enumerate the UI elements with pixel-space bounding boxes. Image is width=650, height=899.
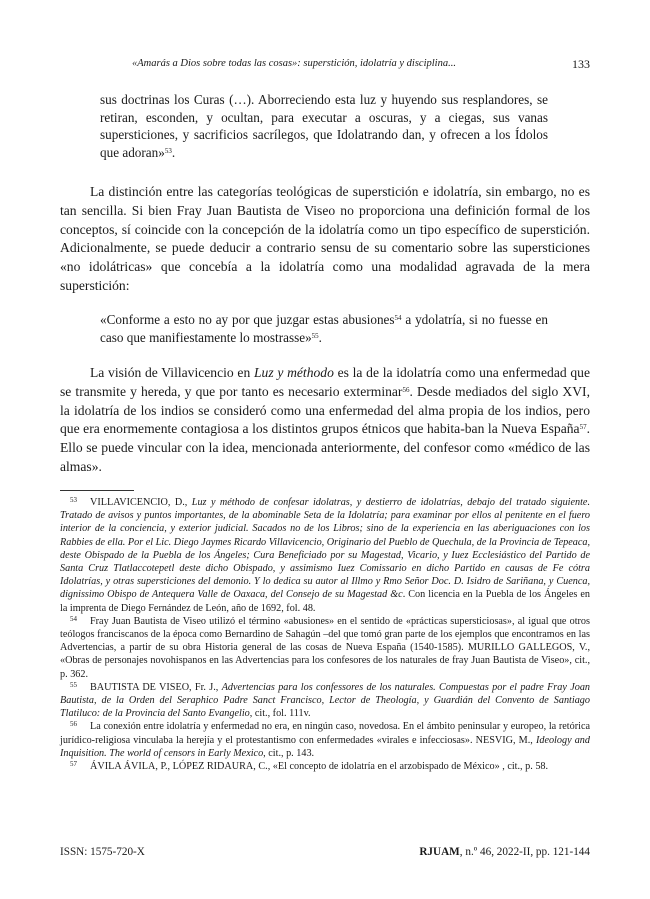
footnote-italic: Ideology and Inquisition. The world of censors in Early Mexico [60, 734, 590, 759]
paragraph-1 [60, 183, 590, 296]
quote-text: sus doctrinas los Curas (…). Aborreciendo esta luz y huyendo sus resplandores, se retiran, esconden, y ocultan, para executar a oscuras, y a ciegas, sus vanas supersticiones, y sacrificios sacrílegos, que Idolatrando dan, y ofrecen a los Ídolos que adoran» [100, 92, 548, 160]
footnotes [60, 496, 590, 773]
footnote-italic: Luz y méthodo de confesar idolatras, y destierro de idolatrías, debajo del tratado siguiente. Tratado de avisos y puntos importantes, de la abominable Seta de la Idolatría; para examinar por ellos al penitente en el fuero interior de la conciencia, y exterior judicial. Sacados no de los Libros; sino de la experiencia en las aberiguaciones con los Rabbies de ella. Por el Lic. Diego Jaymes Ricardo Villavicencio, Originario del Pueblo de Quechula, de la Provincia de Tepeaca, deste Obispado de la Puebla de los Ángeles; Cura Beneficiado por su Magestad, Vicario, y Iuez Ecclesiástico del Partido de Santa Cruz Tlatlaccotepetl deste dicho Obispado, y assimismo Iuez Comissario en dicho Partido en causas de Fe cótra Idolatrías, y otras supersticiones del demonio. Y lo dedica su autor al Illmo y Rmo Señor Doc. D. Isidro de Sariñana, y Cuenca, dignissimo Obispo de Antequera Valle de Oaxaca, del Consejo de su Magestad &c [60, 497, 591, 601]
footnote: 54 Fray Juan Bautista de Viseo utilizó el término «abusiones» en el sentido de «prácticas supersticiosas», al igual que otros teólogos franciscanos de la época como Bernardino de Sahagún –del que tomó gran parte de los ejemplos que encontramos en las Advertencias, a partir de su obra Historia general de las cosas de Nueva España (1540-1585). MURILLO GALLEGOS, V., «Obras de personajes novohispanos en las Advertencias para los confesores de los naturales de fray Juan Bautista de Viseo», cit., p. 362. [60, 614, 590, 680]
journal-issue: , n.º 46, 2022-II, pp. 121-144 [459, 846, 590, 858]
footnote-text: . Con licencia en la Puebla de los Ángeles en la imprenta de Diego Fernández de León, año de 1692, fol. 48. [60, 589, 590, 614]
footnote-text: , cit., p. 143. [263, 747, 315, 759]
footnote-text: La conexión entre idolatría y enfermedad no era, en ningún caso, novedosa. En el ámbito peninsular y europeo, la retórica jurídico-religiosa vinculaba la herejía y el protestantismo con enfermedades «virales e infecciosas». NESVIG, M., [60, 721, 590, 746]
paragraph-text: es la de la idolatría como una enfermedad que se transmite y hereda, y que por tanto es necesario exterminar [60, 365, 591, 399]
paragraph-text: . Desde mediados del siglo XVI, la idolatría de los indios se consideró como una enfermedad del alma propia de los indios, pero que era enormemente contagiosa a los distintos grupos étnicos que habita-ban la Nueva España [60, 383, 590, 437]
paragraph-2 [60, 364, 590, 477]
block-quote-2 [100, 311, 548, 346]
quote-end: . [318, 329, 322, 345]
journal-name: RJUAM [419, 846, 460, 858]
footnote-ref[interactable]: 54 [394, 314, 402, 322]
footnote-text: , cit., fol. 111v. [249, 708, 311, 720]
running-header [60, 58, 590, 74]
quote-text: «Conforme a esto no ay por que juzgar estas abusiones [100, 312, 395, 327]
footnote-text: Fray Juan Bautista de Viseo utilizó el término «abusiones» en el sentido de «prácticas supersticiosas», al igual que otros teólogos franciscanos de la época como Bernardino de Sahagún –del que tomó gran parte de los ejemplos que encontramos en las Advertencias, a partir de su obra Historia general de las cosas de Nueva España (1540-1585). MURILLO GALLEGOS, V., «Obras de personajes novohispanos en las Advertencias para los confesores de los naturales de fray Juan Bautista de Viseo», cit., p. 362. [60, 615, 590, 680]
footnote-ref[interactable]: 55 [311, 331, 319, 340]
journal-citation [419, 846, 590, 858]
footnote-text: ÁVILA ÁVILA, P., LÓPEZ RIDAURA, C., «El concepto de idolatría en el arzobispado de México» , cit., p. 58. [90, 761, 549, 773]
footnote-ref[interactable]: 53 [164, 146, 172, 155]
footnote: 55 BAUTISTA DE VISEO, Fr. J., Advertencias para los confessores de los naturales. Compuestas por el padre Fray Joan Bautista, de la Orden del Seraphico Padre Sanct Francisco, Lector de Theología, y Guardián del Convento de Santiago Tlatiluco: de la Provincia del Santo Evangelio, cit., fol. 111v. [60, 680, 591, 720]
issn: ISSN: 1575-720-X [60, 846, 145, 858]
footnote-ref[interactable]: 57 [579, 423, 587, 432]
footnote-italic: Advertencias para los confessores de los naturales. Compuestas por el padre Fray Joan Bautista, de la Orden del Seraphico Padre Sanct Francisco, Lector de Theología, y Guardián del Convento de Santiago Tlatiluco: de la Provincia del Santo Evangelio [60, 681, 591, 720]
paragraph-text: La distinción entre las categorías teológicas de superstición e idolatría, sin embargo, no es tan sencilla. Si bien Fray Juan Bautista de Viseo no proporciona una definición formal de los conceptos, sí coincide con la concepción de la idolatría como un tipo específico de superstición. Adicionalmente, se puede deducir a contrario sensu de su comentario sobre las supersticiones «no idolátricas» que concebía a la idolatría como una modalidad agravada de la mera superstición: [60, 184, 590, 293]
footnote-text: BAUTISTA DE VISEO, Fr. J., [90, 681, 222, 693]
footnote: 53 VILLAVICENCIO, D., Luz y méthodo de confesar idolatras, y destierro de idolatrías, debajo del tratado siguiente. Tratado de avisos y puntos importantes, de la abominable Seta de la Idolatría; para examinar por ellos al penitente en el fuero interior de la conciencia, y exterior judicial. Sacados no de los Libros; sino de la experiencia en las aberiguaciones con los Rabbies de ella. Por el Lic. Diego Jaymes Ricardo Villavicencio, Originario del Pueblo de Quechula, de la Provincia de Tepeaca, deste Obispado de la Puebla de los Ángeles; Cura Beneficiado por su Magestad, Vicario, y Iuez Ecclesiástico del Partido de Santa Cruz Tlatlaccotepetl deste dicho Obispado, y assimismo Iuez Comissario en dicho Partido en causas de Fe cótra Idolatrías, y otras supersticiones del demonio. Y lo dedica su autor al Illmo y Rmo Señor Doc. D. Isidro de Sariñana, y Cuenca, dignissimo Obispo de Antequera Valle de Oaxaca, del Consejo de su Magestad &c. Con licencia en la Puebla de los Ángeles en la imprenta de Diego Fernández de León, año de 1692, fol. 48. [60, 496, 591, 614]
footnote-ref[interactable]: 56 [402, 385, 410, 394]
block-quote-1: sus doctrinas los Curas (…). Aborreciendo esta luz y huyendo sus resplandores, se retiran, esconden, y ocultan, para executar a oscuras, y a ciegas, sus vanas supersticiones, y sacrificios sacrílegos, que Idolatrando dan, y ofrecen a los Ídolos que adoran»$^{53}$. [100, 92, 548, 160]
paragraph-text: . Ello se puede vincular con la idea, mencionada anteriormente, del confesor como «médico de las almas». [60, 421, 590, 474]
footnote-text: VILLAVICENCIO, D., [90, 497, 192, 508]
running-title: «Amarás a Dios sobre todas las cosas»: superstición, idolatría y disciplina... [132, 58, 456, 69]
paragraph-text: La visión de Villavicencio en [90, 365, 254, 380]
footnote-divider [60, 490, 134, 491]
quote-text: a ydolatría, si no fuesse en caso que manifiestamente lo mostrasse» [100, 312, 548, 345]
book-title: Luz y méthodo [253, 365, 334, 380]
footnote: 57 ÁVILA ÁVILA, P., LÓPEZ RIDAURA, C., «El concepto de idolatría en el arzobispado de México» , cit., p. 58. [70, 760, 549, 773]
page-number: 133 [572, 57, 590, 71]
footnote: 56 La conexión entre idolatría y enfermedad no era, en ningún caso, novedosa. En el ámbito peninsular y europeo, la retórica jurídico-religiosa vinculaba la herejía y el protestantismo con enfermedades «virales e infecciosas». NESVIG, M., Ideology and Inquisition. The world of censors in Early Mexico, cit., p. 143. [60, 720, 590, 759]
